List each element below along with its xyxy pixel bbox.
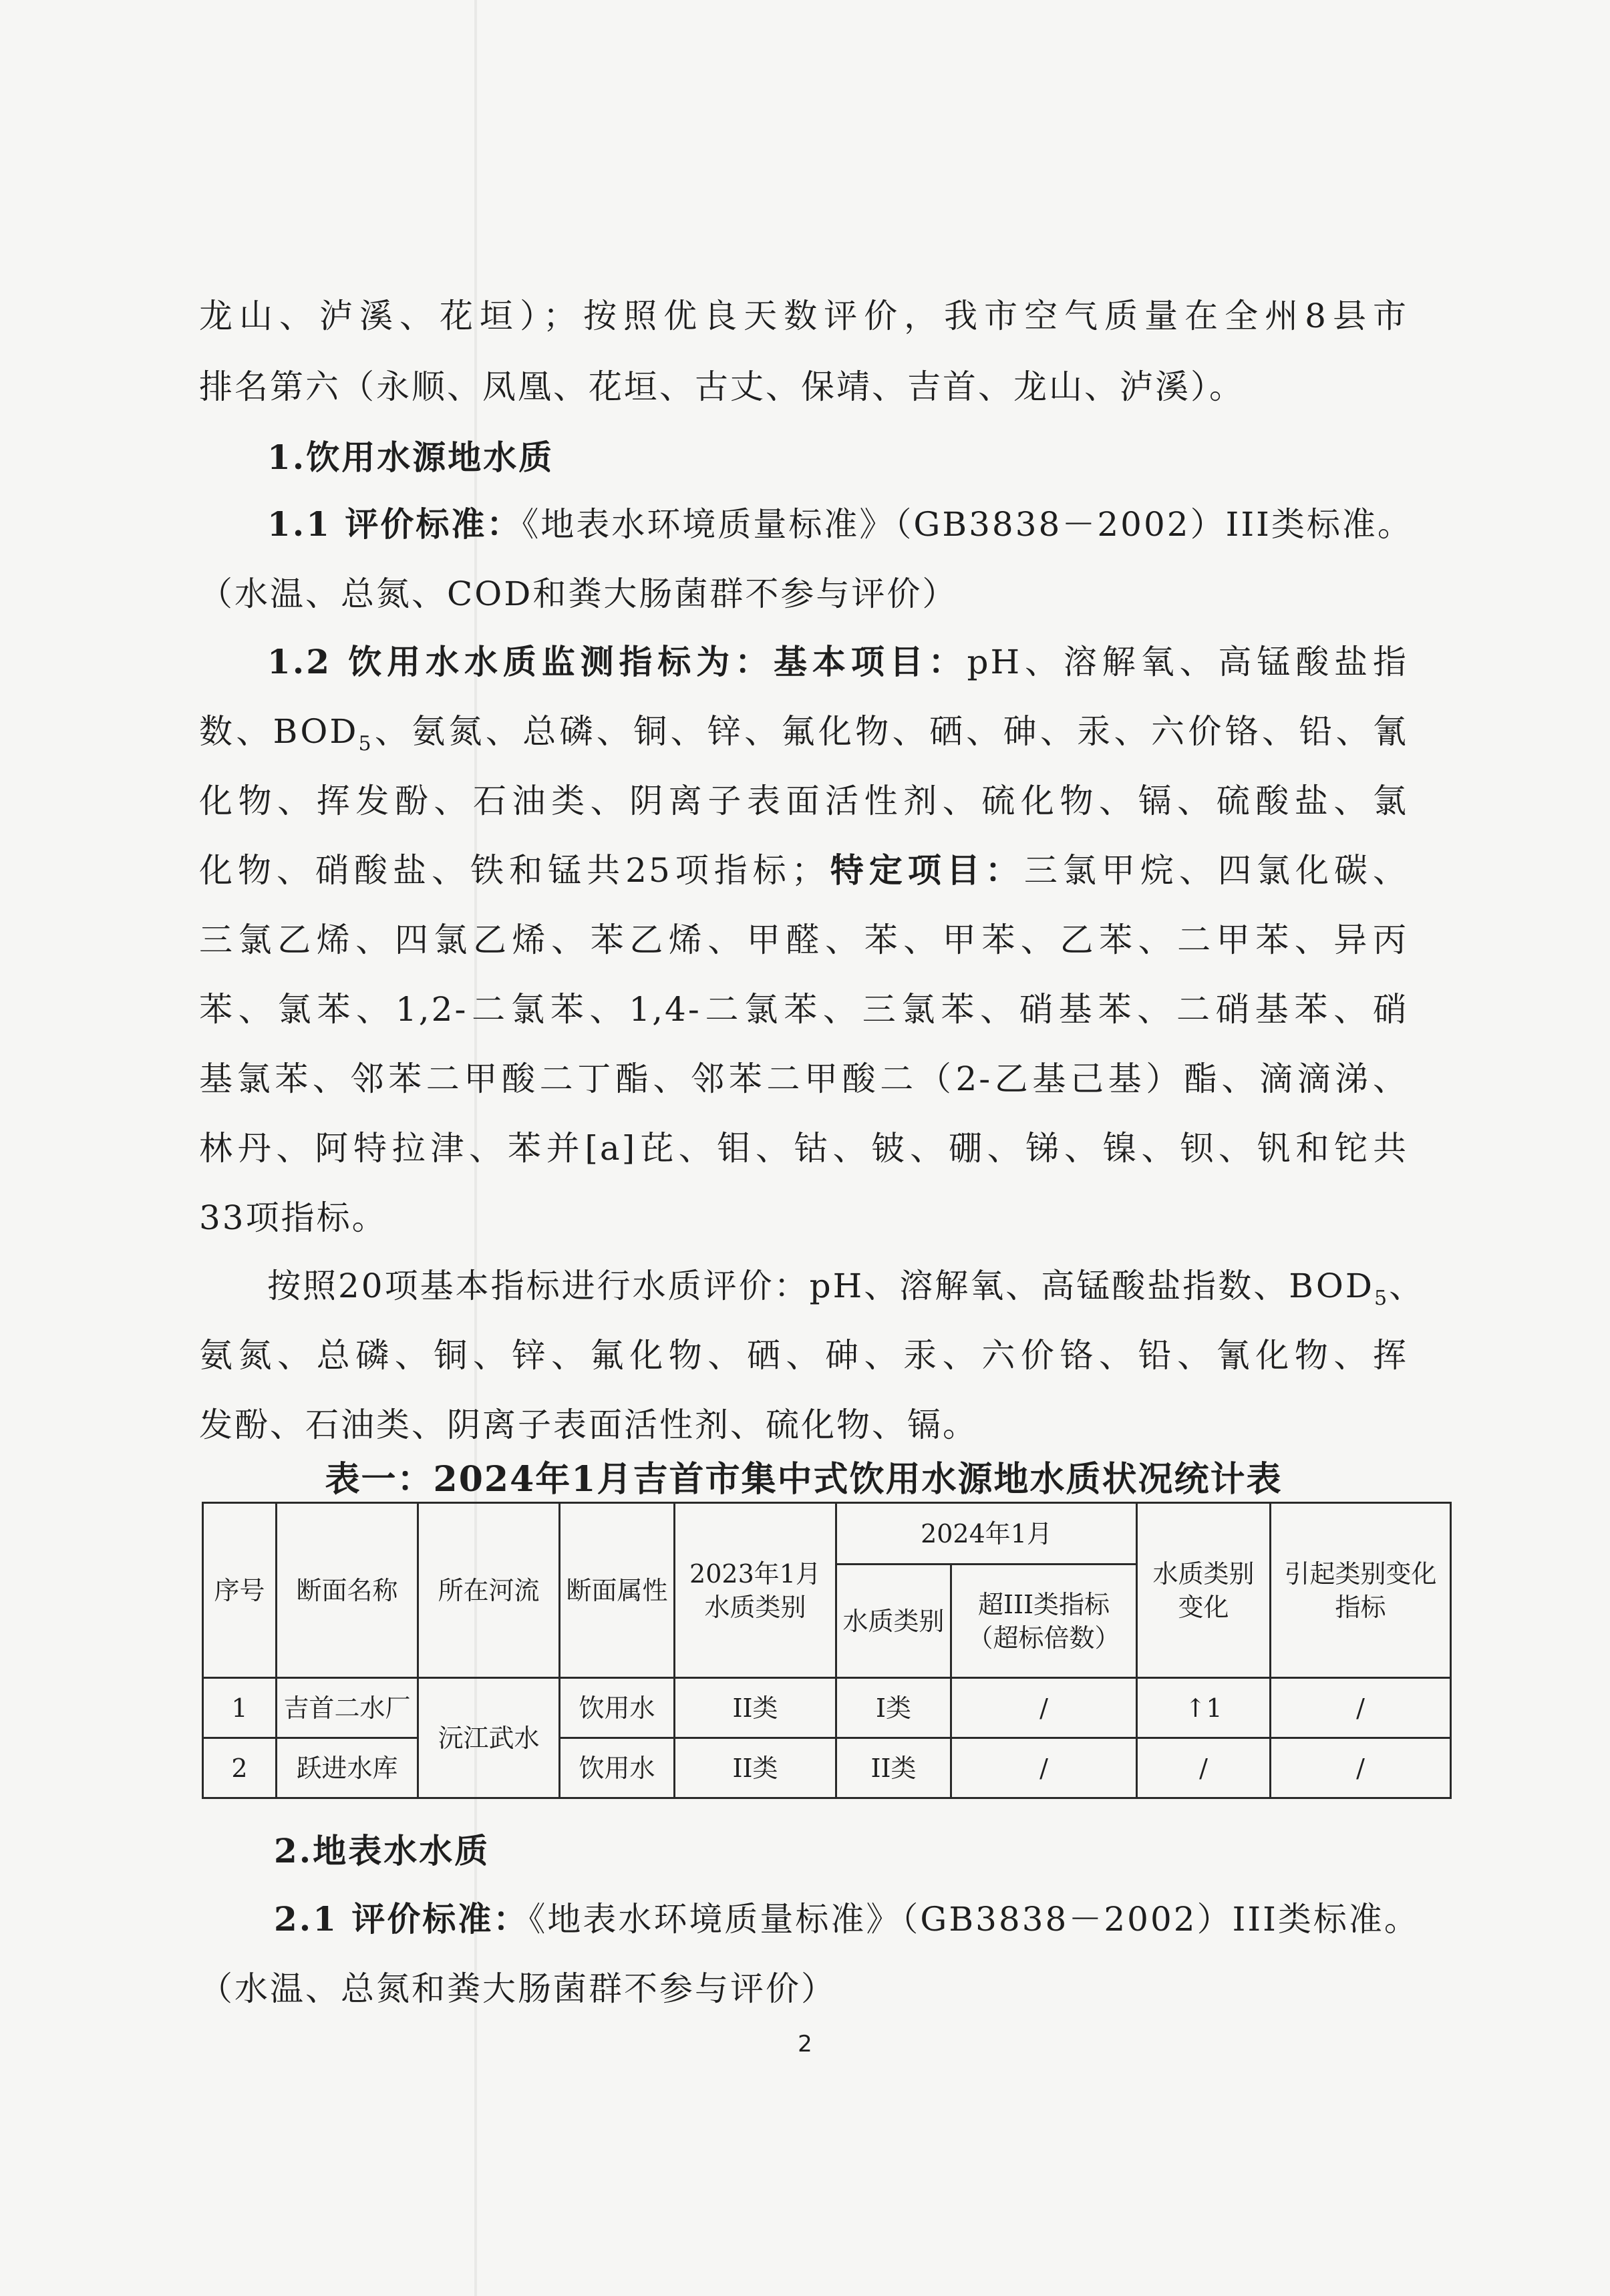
cell-curr: II类 — [836, 1738, 951, 1798]
table-header-row — [203, 1503, 1451, 1565]
header-cause: 引起类别变化指标 — [1271, 1503, 1451, 1678]
paragraph-line: 发酚、石油类、阴离子表面活性剂、硫化物、镉。 — [199, 1406, 978, 1444]
cell-name: 跃进水库 — [277, 1738, 418, 1798]
cell-seq: 1 — [203, 1678, 277, 1738]
cell-curr: I类 — [836, 1678, 951, 1738]
table-row — [203, 1678, 1451, 1738]
paragraph-line: 化物、挥发酚、石油类、阴离子表面活性剂、硫化物、镉、硫酸盐、氯 — [199, 782, 1408, 820]
paragraph-line: 苯、氯苯、1,2-二氯苯、1,4-二氯苯、三氯苯、硝基苯、二硝基苯、硝 — [199, 990, 1408, 1029]
water-quality-table — [202, 1502, 1452, 1799]
header-current-month: 2024年1月 — [836, 1503, 1137, 1565]
paragraph-line: 林丹、阿特拉津、苯并[a]芘、钼、钴、铍、硼、锑、镍、钡、钒和铊共 — [199, 1129, 1408, 1168]
paragraph-line: 按照20项基本指标进行水质评价：pH、溶解氧、高锰酸盐指数、$BOD_5$、 — [267, 1267, 1425, 1310]
paragraph-line: （水温、总氮和粪大肠菌群不参与评价） — [199, 1969, 836, 2008]
header-exceed: 超III类指标（超标倍数） — [951, 1565, 1137, 1678]
cell-cause: / — [1271, 1678, 1451, 1738]
header-name: 断面名称 — [277, 1503, 418, 1678]
paragraph-line: 2.1 评价标准：《地表水环境质量标准》（GB3838－2002）III类标准。 — [274, 1899, 1420, 1939]
cell-change: / — [1137, 1738, 1271, 1798]
paragraph-line: （水温、总氮、COD和粪大肠菌群不参与评价） — [199, 575, 958, 613]
cell-seq: 2 — [203, 1738, 277, 1798]
header-river: 所在河流 — [418, 1503, 560, 1678]
table-caption: 表一：2024年1月吉首市集中式饮用水源地水质状况统计表 — [325, 1459, 1283, 1500]
paragraph-line: 排名第六（永顺、凤凰、花垣、古丈、保靖、吉首、龙山、泸溪）。 — [199, 367, 1245, 406]
cell-prev: II类 — [675, 1738, 836, 1798]
paragraph-line: 龙山、泸溪、花垣）；按照优良天数评价，我市空气质量在全州8县市 — [199, 297, 1408, 335]
header-change: 水质类别变化 — [1137, 1503, 1271, 1678]
cell-attr: 饮用水 — [560, 1678, 675, 1738]
cell-exceed: / — [951, 1738, 1137, 1798]
header-prev-class: 2023年1月水质类别 — [675, 1503, 836, 1678]
paragraph-line: 1.2 饮用水水质监测指标为：基本项目：pH、溶解氧、高锰酸盐指 — [267, 642, 1408, 681]
cell-attr: 饮用水 — [560, 1738, 675, 1798]
paragraph-line: 1.1 评价标准：《地表水环境质量标准》（GB3838－2002）III类标准。 — [267, 504, 1413, 544]
header-seq: 序号 — [203, 1503, 277, 1678]
cell-change: ↑1 — [1137, 1678, 1271, 1738]
header-attr: 断面属性 — [560, 1503, 675, 1678]
cell-name: 吉首二水厂 — [277, 1678, 418, 1738]
paragraph-line: 33项指标。 — [199, 1198, 387, 1237]
table-row — [203, 1738, 1451, 1798]
section-heading: 1.饮用水源地水质 — [267, 438, 554, 477]
header-current-class: 水质类别 — [836, 1565, 951, 1678]
paragraph-line: 基氯苯、邻苯二甲酸二丁酯、邻苯二甲酸二（2-乙基己基）酯、滴滴涕、 — [199, 1059, 1408, 1098]
page-number: 2 — [798, 2031, 812, 2058]
section-heading: 2.地表水水质 — [274, 1831, 490, 1870]
paragraph-line: 数、$BOD_5$、氨氮、总磷、铜、锌、氟化物、硒、砷、汞、六价铬、铅、氰 — [199, 712, 1409, 756]
cell-cause: / — [1271, 1738, 1451, 1798]
cell-river: 沅江武水 — [418, 1678, 560, 1798]
cell-exceed: / — [951, 1678, 1137, 1738]
paragraph-line: 三氯乙烯、四氯乙烯、苯乙烯、甲醛、苯、甲苯、乙苯、二甲苯、异丙 — [199, 921, 1408, 959]
paragraph-line: 氨氮、总磷、铜、锌、氟化物、硒、砷、汞、六价铬、铅、氰化物、挥 — [199, 1336, 1408, 1375]
cell-prev: II类 — [675, 1678, 836, 1738]
paragraph-line: 化物、硝酸盐、铁和锰共25项指标；特定项目：三氯甲烷、四氯化碳、 — [199, 850, 1409, 890]
